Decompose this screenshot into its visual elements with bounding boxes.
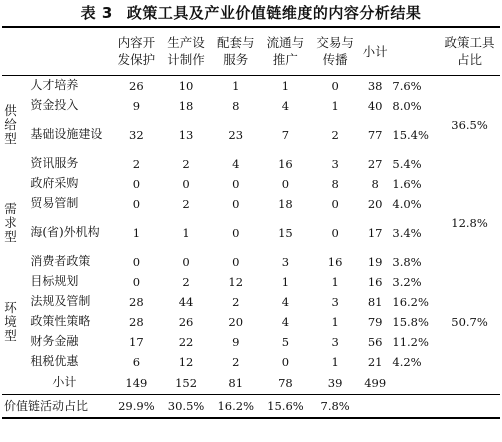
cell-value: 1 bbox=[281, 78, 290, 93]
cell-total: 20 bbox=[367, 196, 383, 211]
cell-value: 1 bbox=[331, 314, 339, 329]
cell-total: 40 bbox=[367, 98, 383, 113]
blank-cell bbox=[390, 372, 439, 395]
chain-share-value: 30.5% bbox=[161, 394, 211, 418]
cell-value: 10 bbox=[178, 78, 194, 93]
row-label: 财务金融 bbox=[30, 334, 79, 348]
cell-value: 17 bbox=[129, 334, 144, 349]
cell-value: 8 bbox=[232, 98, 240, 113]
header-content-dev: 内容开发保护 bbox=[112, 27, 162, 75]
cell-value: 1 bbox=[331, 354, 339, 369]
cell-value: 4 bbox=[281, 294, 290, 309]
blank-cell bbox=[439, 394, 500, 418]
row-label: 人才培养 bbox=[30, 78, 79, 92]
cell-value: 0 bbox=[281, 176, 290, 191]
cell-value: 9 bbox=[132, 98, 141, 113]
cell-value: 0 bbox=[132, 176, 141, 191]
table-caption bbox=[0, 0, 502, 26]
blank-cell bbox=[2, 372, 24, 395]
subtotal-row bbox=[2, 372, 500, 395]
table-row bbox=[2, 292, 500, 312]
chain-share-value: 7.8% bbox=[310, 394, 360, 418]
chain-share-value: 15.6% bbox=[261, 394, 311, 418]
row-label: 海(省)外机构 bbox=[30, 225, 100, 239]
cell-value: 1 bbox=[281, 274, 290, 289]
cell-total: 38 bbox=[367, 78, 383, 93]
table-row bbox=[2, 154, 500, 174]
cell-percent: 4.0% bbox=[392, 196, 422, 211]
cell-value: 28 bbox=[129, 294, 144, 309]
cell-value: 5 bbox=[281, 334, 290, 349]
table-row bbox=[2, 116, 500, 154]
cell-total: 8 bbox=[371, 176, 379, 191]
row-label: 资讯服务 bbox=[30, 156, 79, 170]
table-row bbox=[2, 96, 500, 116]
cell-total: 16 bbox=[367, 274, 383, 289]
cell-value: 22 bbox=[178, 334, 194, 349]
content-analysis-table bbox=[2, 26, 500, 419]
cell-value: 2 bbox=[182, 196, 190, 211]
table-row bbox=[2, 75, 500, 96]
cell-total: 56 bbox=[367, 334, 383, 349]
cell-value: 16 bbox=[278, 156, 293, 171]
category-share: 36.5% bbox=[451, 117, 488, 132]
header-production: 生产设计制作 bbox=[161, 27, 211, 75]
cell-value: 0 bbox=[232, 196, 240, 211]
table-row bbox=[2, 312, 500, 332]
cell-value: 2 bbox=[182, 156, 190, 171]
cell-value: 0 bbox=[331, 225, 339, 240]
category-label: 需求型 bbox=[4, 200, 17, 244]
cell-value: 0 bbox=[132, 274, 141, 289]
table-row bbox=[2, 332, 500, 352]
header-blank bbox=[2, 27, 24, 75]
cell-value: 3 bbox=[281, 254, 290, 269]
cell-value: 1 bbox=[331, 98, 339, 113]
category-share: 50.7% bbox=[451, 314, 488, 329]
cell-value: 0 bbox=[281, 354, 290, 369]
chain-share-value: 16.2% bbox=[211, 394, 261, 418]
cell-percent: 1.6% bbox=[392, 176, 422, 191]
cell-value: 0 bbox=[232, 176, 240, 191]
cell-value: 4 bbox=[232, 156, 240, 171]
cell-value: 3 bbox=[331, 334, 339, 349]
cell-percent: 16.2% bbox=[392, 294, 429, 309]
cell-value: 1 bbox=[132, 225, 141, 240]
subtotal-value: 78 bbox=[278, 375, 293, 390]
cell-percent: 3.4% bbox=[392, 225, 422, 240]
cell-value: 3 bbox=[331, 294, 339, 309]
row-label: 贸易管制 bbox=[30, 196, 79, 210]
cell-value: 2 bbox=[232, 354, 240, 369]
subtotal-total: 499 bbox=[364, 375, 387, 390]
header-trade: 交易与传播 bbox=[310, 27, 360, 75]
cell-total: 19 bbox=[367, 254, 383, 269]
chain-share-row bbox=[2, 394, 500, 418]
cell-value: 0 bbox=[182, 176, 190, 191]
cell-value: 32 bbox=[129, 127, 144, 142]
table-row bbox=[2, 252, 500, 272]
cell-value: 0 bbox=[132, 196, 141, 211]
cell-value: 18 bbox=[178, 98, 194, 113]
cell-percent: 5.4% bbox=[392, 156, 422, 171]
blank-cell bbox=[390, 394, 439, 418]
header-tool-share: 政策工具占比 bbox=[439, 27, 500, 75]
table-number: 表 3 bbox=[80, 4, 113, 22]
cell-value: 2 bbox=[132, 156, 141, 171]
subtotal-value: 149 bbox=[125, 375, 148, 390]
cell-percent: 15.8% bbox=[392, 314, 429, 329]
row-label: 资金投入 bbox=[30, 98, 79, 112]
cell-percent: 3.2% bbox=[392, 274, 422, 289]
cell-value: 28 bbox=[129, 314, 144, 329]
blank-cell bbox=[360, 394, 390, 418]
cell-value: 9 bbox=[232, 334, 240, 349]
header-subtotal: 小计 bbox=[360, 27, 390, 75]
cell-value: 15 bbox=[278, 225, 293, 240]
cell-value: 6 bbox=[132, 354, 141, 369]
cell-value: 26 bbox=[178, 314, 194, 329]
cell-total: 79 bbox=[367, 314, 383, 329]
table-title: 政策工具及产业价值链维度的内容分析结果 bbox=[126, 4, 422, 22]
cell-value: 0 bbox=[232, 225, 240, 240]
cell-percent: 15.4% bbox=[392, 127, 429, 142]
row-label: 消费者政策 bbox=[30, 254, 91, 268]
cell-value: 1 bbox=[331, 274, 339, 289]
cell-percent: 8.0% bbox=[392, 98, 422, 113]
cell-value: 0 bbox=[331, 196, 339, 211]
cell-value: 8 bbox=[331, 176, 339, 191]
cell-value: 7 bbox=[281, 127, 290, 142]
cell-value: 2 bbox=[182, 274, 190, 289]
category-label: 环境型 bbox=[4, 299, 17, 343]
cell-value: 2 bbox=[331, 127, 339, 142]
subtotal-value: 39 bbox=[327, 375, 343, 390]
cell-percent: 7.6% bbox=[392, 78, 422, 93]
cell-total: 21 bbox=[367, 354, 383, 369]
row-label: 政府采购 bbox=[30, 176, 79, 190]
cell-value: 4 bbox=[281, 314, 290, 329]
table-row bbox=[2, 194, 500, 214]
cell-value: 12 bbox=[228, 274, 244, 289]
cell-value: 1 bbox=[182, 225, 190, 240]
subtotal-value: 81 bbox=[228, 375, 244, 390]
cell-percent: 3.8% bbox=[392, 254, 422, 269]
cell-value: 0 bbox=[132, 254, 141, 269]
cell-value: 3 bbox=[331, 156, 339, 171]
header-row bbox=[2, 27, 500, 75]
subtotal-value: 152 bbox=[175, 375, 198, 390]
cell-total: 27 bbox=[367, 156, 383, 171]
header-blank bbox=[24, 27, 111, 75]
cell-value: 44 bbox=[178, 294, 194, 309]
cell-value: 26 bbox=[129, 78, 144, 93]
cell-total: 17 bbox=[367, 225, 383, 240]
cell-total: 81 bbox=[367, 294, 383, 309]
blank-cell bbox=[439, 372, 500, 395]
category-share: 12.8% bbox=[451, 215, 488, 230]
table-row bbox=[2, 214, 500, 252]
subtotal-label: 小计 bbox=[52, 375, 77, 389]
cell-value: 20 bbox=[228, 314, 244, 329]
cell-percent: 4.2% bbox=[392, 354, 422, 369]
cell-percent: 11.2% bbox=[392, 334, 429, 349]
header-support-service: 配套与服务 bbox=[211, 27, 261, 75]
cell-total: 77 bbox=[367, 127, 383, 142]
table-row bbox=[2, 272, 500, 292]
table-row bbox=[2, 174, 500, 194]
row-label: 法规及管制 bbox=[30, 294, 91, 308]
cell-value: 16 bbox=[327, 254, 343, 269]
chain-share-label: 价值链活动占比 bbox=[2, 394, 112, 418]
cell-value: 0 bbox=[182, 254, 190, 269]
cell-value: 0 bbox=[331, 78, 339, 93]
cell-value: 18 bbox=[278, 196, 293, 211]
cell-value: 0 bbox=[232, 254, 240, 269]
cell-value: 12 bbox=[178, 354, 194, 369]
row-label: 政策性策略 bbox=[30, 314, 91, 328]
cell-value: 2 bbox=[232, 294, 240, 309]
cell-value: 13 bbox=[178, 127, 194, 142]
cell-value: 4 bbox=[281, 98, 290, 113]
header-circulation: 流通与推广 bbox=[261, 27, 311, 75]
category-label: 供给型 bbox=[4, 102, 17, 146]
chain-share-value: 29.9% bbox=[112, 394, 162, 418]
header-blank bbox=[390, 27, 439, 75]
row-label: 租税优惠 bbox=[30, 354, 79, 368]
cell-value: 23 bbox=[228, 127, 244, 142]
row-label: 目标规划 bbox=[30, 274, 79, 288]
table-row bbox=[2, 352, 500, 372]
cell-value: 1 bbox=[232, 78, 240, 93]
row-label: 基础设施建设 bbox=[30, 127, 103, 141]
